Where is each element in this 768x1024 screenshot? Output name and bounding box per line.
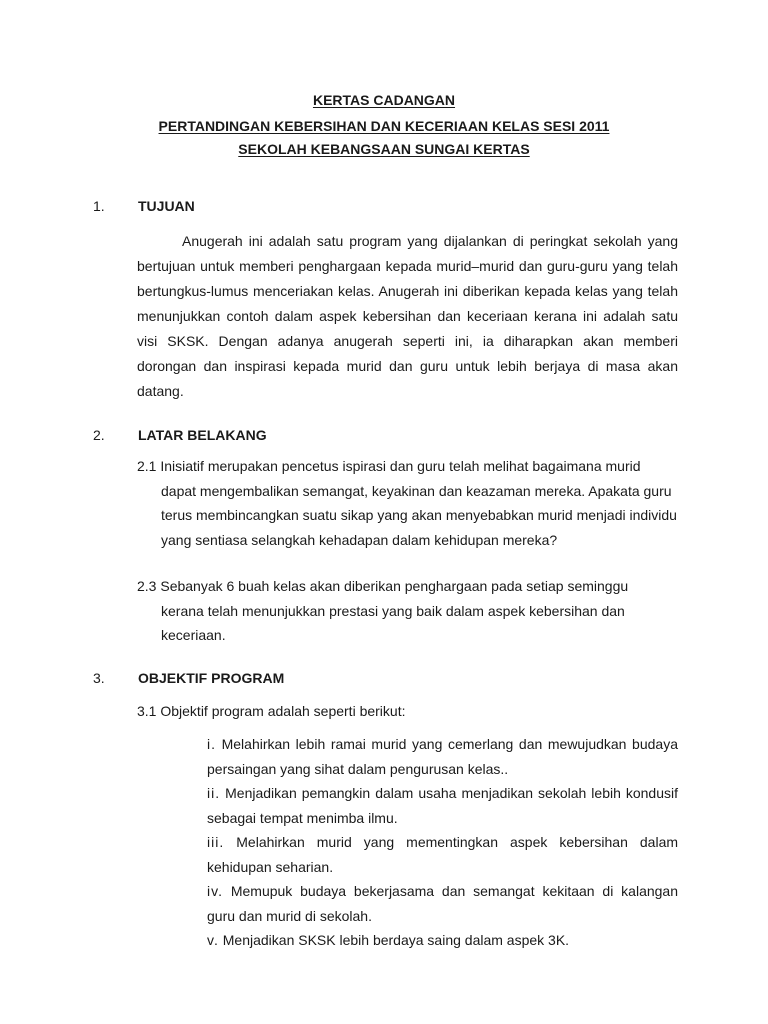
section-3-number: 3. — [93, 670, 105, 686]
objective-item-iv — [207, 879, 678, 928]
objective-item-label: v. — [207, 932, 219, 948]
objective-item-text: Melahirkan murid yang mementingkan aspek kebersihan dalam kehidupan seharian. — [207, 834, 679, 875]
section-2-item-2-3-first-line: 2.3 Sebanyak 6 buah kelas akan diberikan penghargaan pada setiap seminggu — [137, 578, 629, 594]
section-2-heading: LATAR BELAKANG — [138, 427, 267, 443]
section-2-item-2-1-first-line: 2.1 Inisiatif merupakan pencetus ispirasi dan guru telah melihat bagaimana murid — [137, 458, 641, 474]
objective-item-ii — [207, 781, 678, 830]
objective-item-text: Melahirkan lebih ramai murid yang cemerlang dan mewujudkan budaya persaingan yang sihat dalam pengurusan kelas.. — [207, 736, 678, 777]
document-title-line-3: SEKOLAH KEBANGSAAN SUNGAI KERTAS — [238, 141, 530, 157]
section-3-heading: OBJEKTIF PROGRAM — [138, 670, 285, 686]
section-1-number: 1. — [93, 198, 105, 214]
objective-item-text: Menjadikan pemangkin dalam usaha menjadikan sekolah lebih kondusif sebagai tempat menimba ilmu. — [207, 785, 679, 826]
objective-item-v — [207, 928, 678, 953]
document-title-line-2: PERTANDINGAN KEBERSIHAN DAN KECERIAAN KELAS SESI 2011 — [158, 118, 610, 134]
section-1-paragraph: Anugerah ini adalah satu program yang dijalankan di peringkat sekolah yang bertujuan untuk memberi penghargaan kepada murid–murid dan guru-guru yang telah bertungkus-lumus menceriakan kelas. Anugerah ini diberikan kepada kelas yang telah menunjukkan contoh dalam aspek kebersihan dan keceriaan kerana ini adalah satu visi SKSK. Dengan adanya anugerah seperti ini, ia diharapkan akan memberi dorongan dan inspirasi kepada murid dan guru untuk lebih berjaya di masa akan datang. — [137, 233, 678, 399]
objective-item-label: iv. — [207, 883, 223, 899]
section-2-item-2-3 — [137, 574, 677, 648]
objective-item-text: Memupuk budaya bekerjasama dan semangat kekitaan di kalangan guru dan murid di sekolah. — [207, 883, 679, 924]
objective-item-label: i. — [207, 736, 216, 752]
objective-item-iii — [207, 830, 678, 879]
objective-item-text: Menjadikan SKSK lebih berdaya saing dalam aspek 3K. — [222, 932, 570, 948]
objective-item-i — [207, 732, 678, 781]
section-2-item-2-1-continuation: dapat mengembalikan semangat, keyakinan dan keazaman mereka. Apakata guru terus membincangkan suatu sikap yang akan menyebabkan murid menjadi individu yang sentiasa selangkah kehadapan dalam kehidupan mereka? — [161, 482, 677, 548]
section-2-number: 2. — [93, 427, 105, 443]
objective-item-label: ii. — [207, 785, 221, 801]
objective-item-label: iii. — [207, 834, 225, 850]
section-2-item-2-3-continuation: kerana telah menunjukkan prestasi yang baik dalam aspek kebersihan dan keceriaan. — [161, 602, 625, 643]
section-2-item-2-1 — [137, 454, 677, 552]
section-3-intro: 3.1 Objektif program adalah seperti berikut: — [137, 703, 406, 719]
section-1-heading: TUJUAN — [138, 198, 195, 214]
document-title-line-1: KERTAS CADANGAN — [312, 92, 456, 108]
